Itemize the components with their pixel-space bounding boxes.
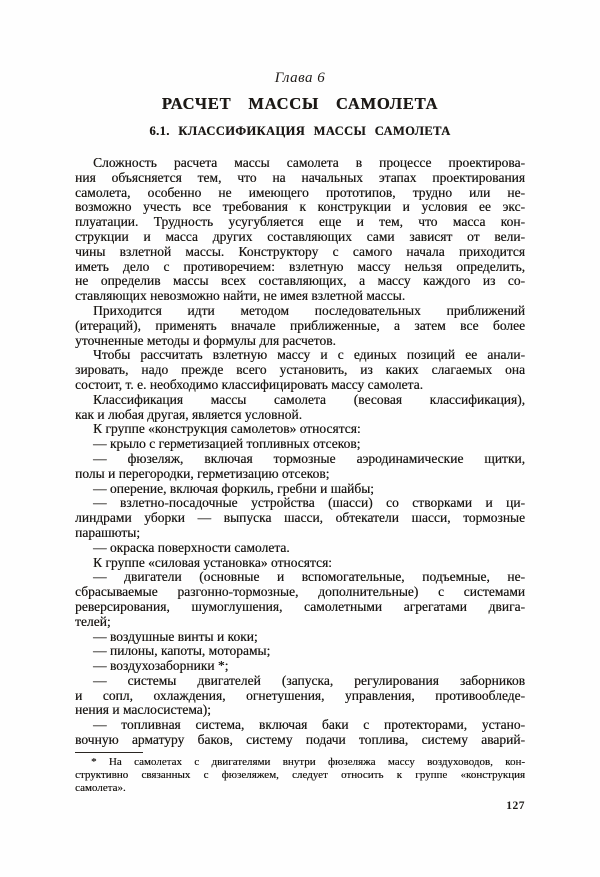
text-line: — оперение, включая форкиль, гребни и шайбы; bbox=[93, 480, 374, 496]
paragraph bbox=[75, 644, 525, 659]
page-number: 127 bbox=[506, 800, 525, 813]
text-line: Классификация массы самолета (весовая классификация), bbox=[93, 391, 525, 407]
paragraph bbox=[75, 556, 525, 571]
text-line: чины взлетной массы. Конструктору с самого начала приходится bbox=[75, 243, 525, 259]
chapter-label: Глава 6 bbox=[274, 70, 326, 86]
text-line: самолета». bbox=[75, 782, 126, 795]
text-line: и сопл, охлаждения, огнетушения, управления, противообледе- bbox=[75, 687, 525, 703]
text-line: вочную арматуру баков, систему подачи топлива, систему аварий- bbox=[75, 732, 525, 748]
paragraph bbox=[75, 422, 525, 437]
text-line: — пилоны, капоты, моторамы; bbox=[93, 643, 271, 659]
text-line: парашюты; bbox=[75, 524, 140, 540]
text-line: самолета, особенно не имеющего прототипов, трудно или не- bbox=[75, 184, 525, 200]
paragraph bbox=[75, 348, 525, 392]
paragraph bbox=[75, 630, 525, 645]
paragraph bbox=[75, 482, 525, 497]
text-line: полы и перегородки, герметизацию отсеков; bbox=[75, 465, 330, 481]
text-line: Чтобы рассчитать взлетную массу и с единых позиций ее анали- bbox=[93, 347, 525, 363]
footnote-divider bbox=[75, 752, 143, 753]
text-line: Сложность расчета массы самолета в процессе проектирова- bbox=[93, 155, 525, 170]
text-line: структивно связанных с фюзеляжем, следует относить к группе «конструкция bbox=[75, 769, 525, 782]
text-line: — воздушные винты и коки; bbox=[93, 628, 258, 644]
paragraph bbox=[75, 304, 525, 348]
text-line: — воздухозаборники *; bbox=[93, 658, 229, 674]
text-line: уточненные методы и формулы для расчетов. bbox=[75, 332, 336, 348]
text-line: как и любая другая, является условной. bbox=[75, 406, 302, 422]
paragraph bbox=[75, 541, 525, 556]
text-line: сбрасываемые разгонно-тормозные, дополнительные) с системами bbox=[75, 584, 525, 600]
chapter-title: РАСЧЕТ МАССЫ САМОЛЕТА bbox=[161, 94, 439, 113]
paragraph bbox=[75, 156, 525, 304]
text-line: телей; bbox=[75, 613, 111, 629]
text-line: зировать, надо прежде всего установить, из каких слагаемых она bbox=[75, 362, 525, 378]
paragraph bbox=[75, 437, 525, 452]
text-line: нения и маслосистема); bbox=[75, 702, 211, 718]
text-line: линдрами уборки — выпуска шасси, обтекатели шасси, тормозные bbox=[75, 510, 525, 526]
paragraph bbox=[75, 718, 525, 748]
text-line: реверсирования, шумоглушения, самолетными агрегатами двига- bbox=[75, 598, 525, 614]
text-line: — системы двигателей (запуска, регулирования заборников bbox=[93, 672, 525, 688]
text-line: не определив массы всех составляющих, а массу каждого из со- bbox=[75, 273, 525, 289]
text-line: К группе «силовая установка» относятся: bbox=[93, 554, 332, 570]
text-line: К группе «конструкция самолетов» относятся: bbox=[93, 421, 361, 437]
paragraph bbox=[75, 674, 525, 718]
paragraph bbox=[75, 496, 525, 540]
body-text bbox=[75, 156, 525, 748]
footnote-text bbox=[75, 756, 525, 796]
paragraph bbox=[75, 452, 525, 482]
text-line: ставляющих невозможно найти, не имея взлетной массы. bbox=[75, 288, 406, 304]
text-line: — взлетно-посадочные устройства (шасси) со створками и ци- bbox=[93, 495, 525, 511]
section-heading: 6.1. КЛАССИФИКАЦИЯ МАССЫ САМОЛЕТА bbox=[149, 124, 451, 138]
text-line: ния объясняется тем, что на начальных этапах проектирования bbox=[75, 169, 525, 185]
text-line: — фюзеляж, включая тормозные аэродинамические щитки, bbox=[93, 450, 525, 466]
paragraph bbox=[75, 393, 525, 423]
page-content bbox=[75, 70, 525, 812]
text-line: состоит, т. е. необходимо классифицировать массу самолета. bbox=[75, 376, 423, 392]
paragraph bbox=[75, 756, 525, 796]
text-line: * На самолетах с двигателями внутри фюзеляжа массу воздуховодов, кон- bbox=[91, 755, 525, 768]
text-line: иметь дело с противоречием: взлетную массу нельзя определить, bbox=[75, 258, 525, 274]
text-line: плуатации. Трудность усугубляется еще и тем, что масса кон- bbox=[75, 214, 525, 230]
text-line: — топливная система, включая баки с протекторами, устано- bbox=[93, 717, 525, 733]
text-line: струкции и масса других составляющих сами зависят от вели- bbox=[75, 228, 525, 244]
text-line: возможно учесть все требования к конструкции и условия ее экс- bbox=[75, 199, 525, 215]
paragraph bbox=[75, 659, 525, 674]
text-line: — окраска поверхности самолета. bbox=[93, 539, 290, 555]
paragraph bbox=[75, 570, 525, 629]
text-line: — крыло с герметизацией топливных отсеков; bbox=[93, 436, 361, 452]
text-line: (итераций), применять вначале приближенные, а затем все более bbox=[75, 317, 525, 333]
text-line: — двигатели (основные и вспомогательные, подъемные, не- bbox=[93, 569, 525, 585]
text-line: Приходится идти методом последовательных приближений bbox=[93, 302, 525, 318]
